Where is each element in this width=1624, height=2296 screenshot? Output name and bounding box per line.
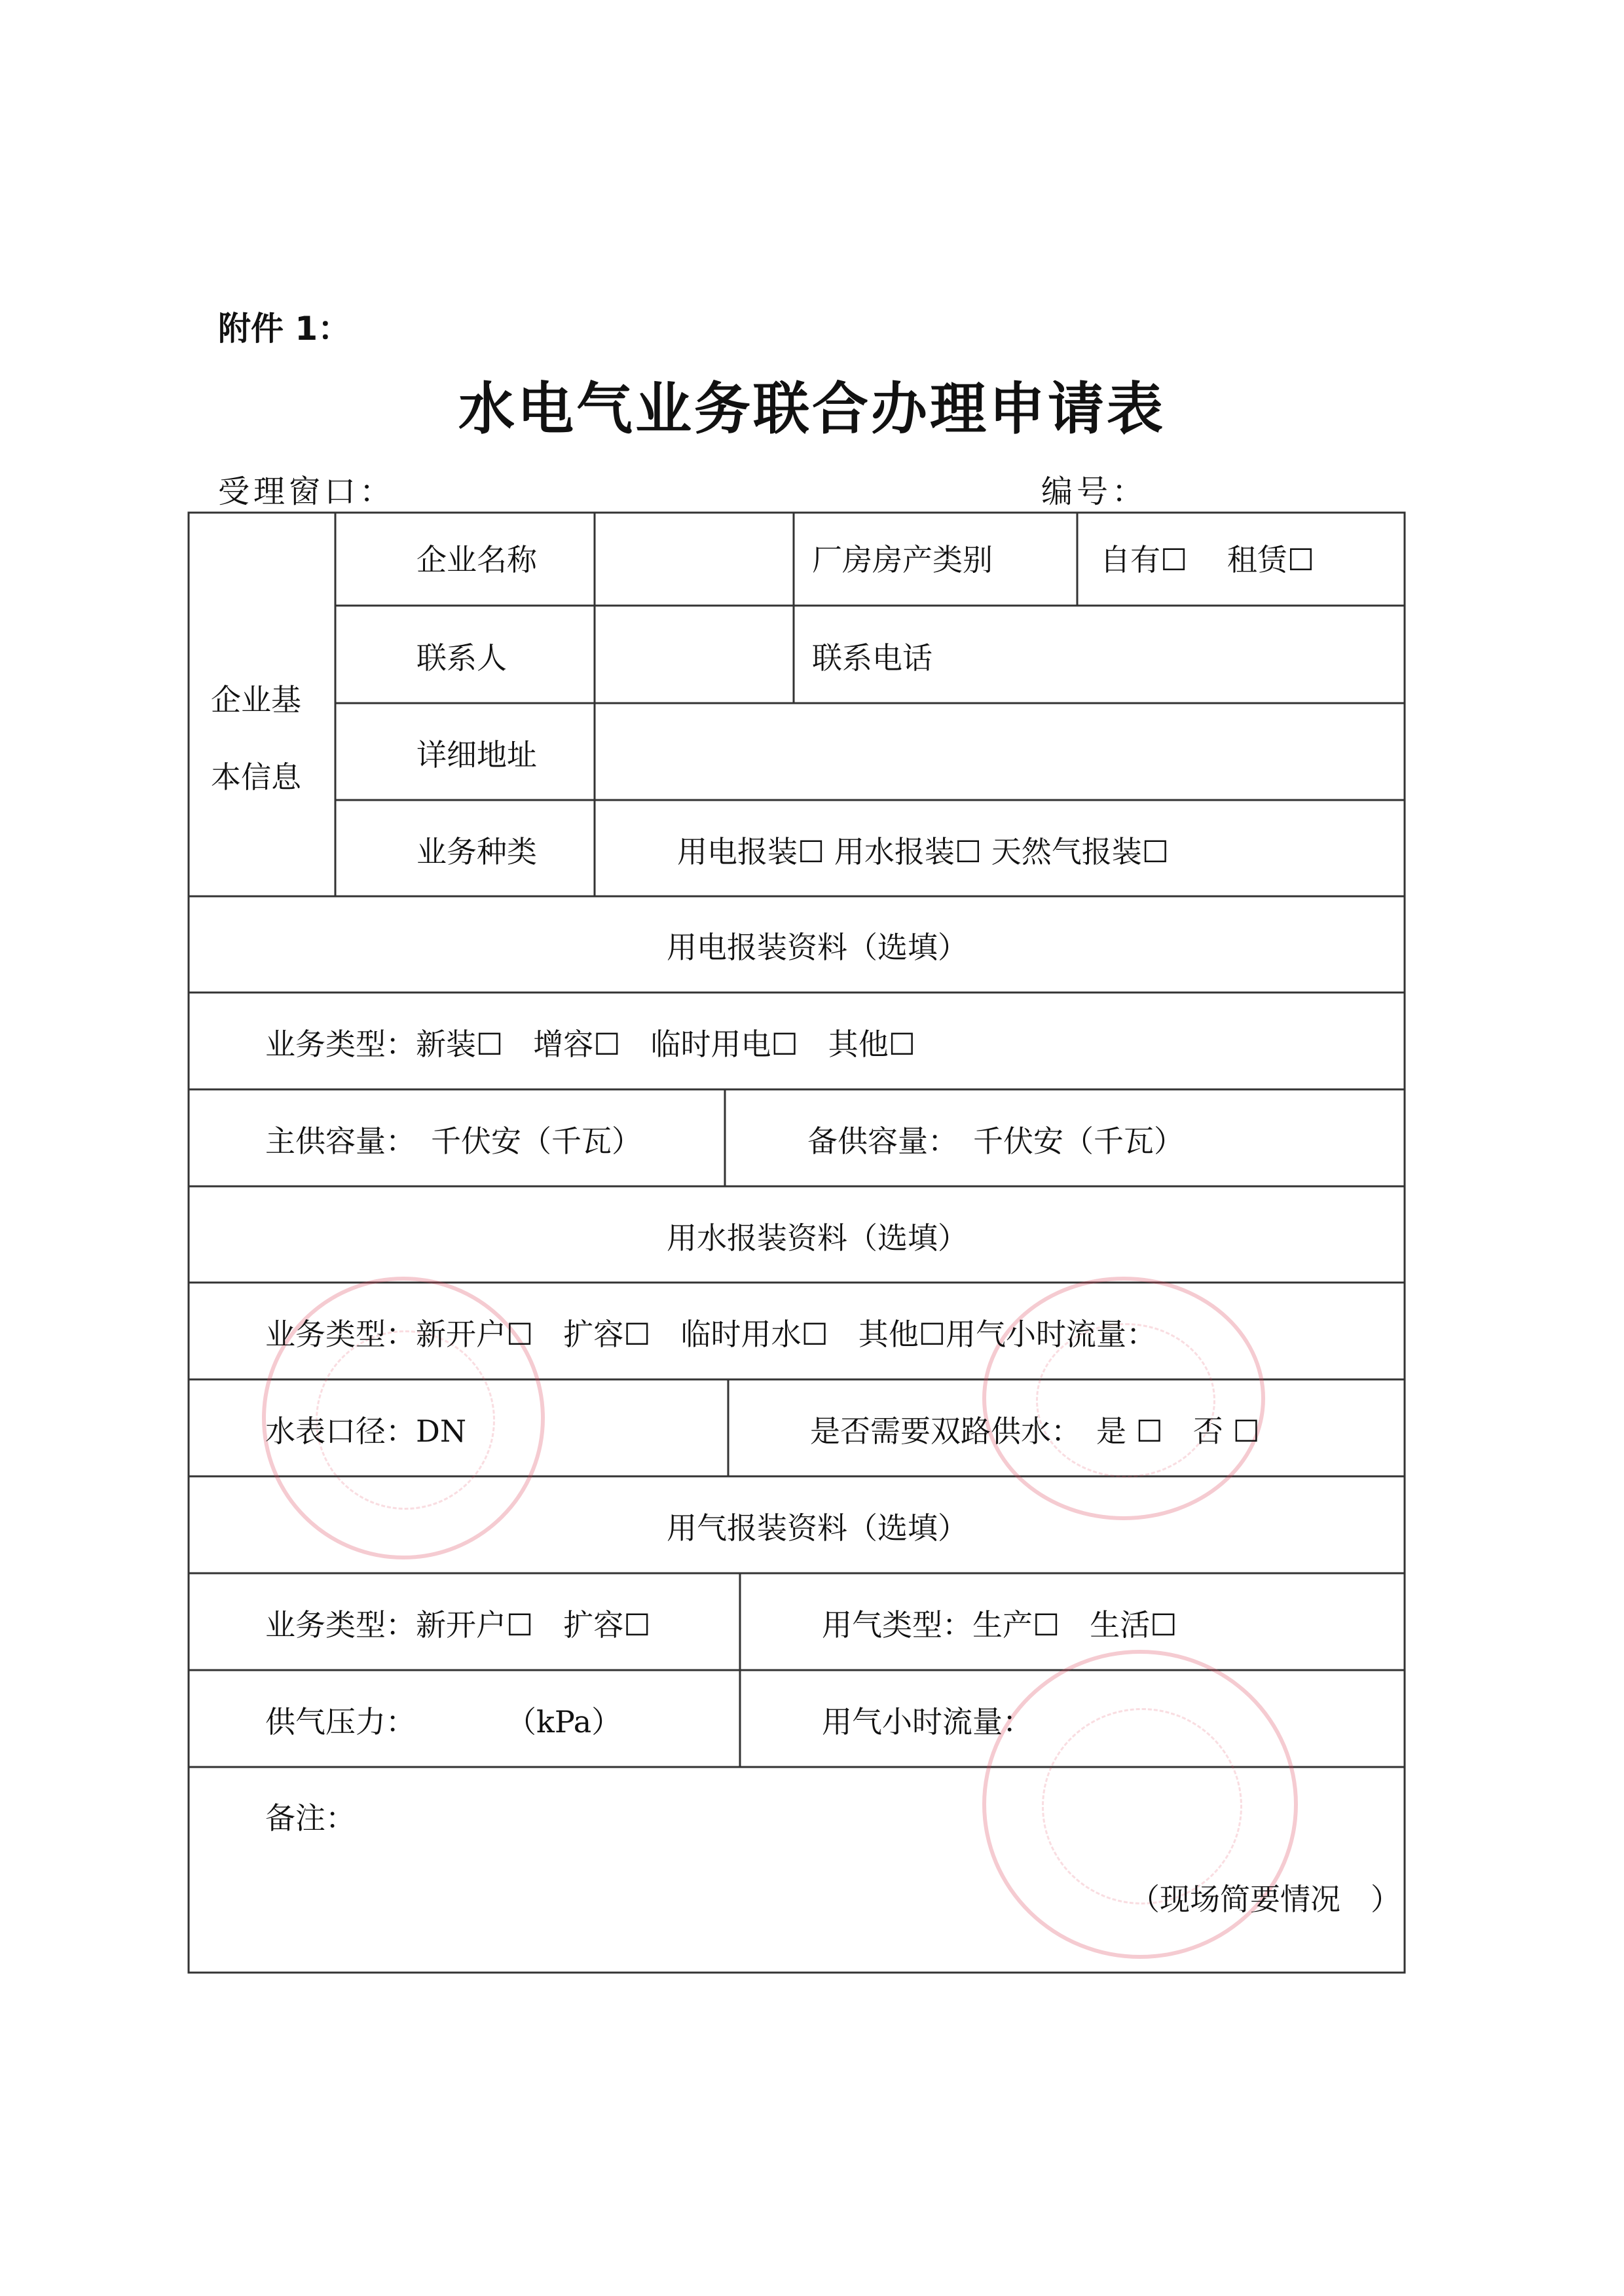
property-type-label: 厂房房产类别 <box>812 542 993 577</box>
contact-phone-label: 联系电话 <box>812 640 932 676</box>
water-business-type[interactable]: 业务类型：新开户☐ 扩容☐ 临时用水☐ 其他☐用气小时流量： <box>265 1317 1156 1352</box>
serial-number-label: 编号： <box>1041 473 1148 510</box>
company-name-input[interactable] <box>597 515 791 603</box>
remarks-label: 备注： <box>265 1800 356 1836</box>
remarks-note: （现场简要情况 ） <box>1130 1882 1401 1917</box>
contact-person-input[interactable] <box>597 608 791 701</box>
dual-water-supply-options[interactable]: 是否需要双路供水： 是 ☐ 否 ☐ <box>810 1413 1260 1449</box>
business-type-options[interactable]: 用电报装☐ 用水报装☐ 天然气报装☐ <box>677 834 1169 869</box>
address-input[interactable] <box>597 706 1401 797</box>
contact-phone-input[interactable] <box>1002 608 1401 701</box>
power-section-title: 用电报装资料（选填） <box>667 930 968 965</box>
power-business-type[interactable]: 业务类型：新装☐ 增容☐ 临时用电☐ 其他☐ <box>265 1027 915 1062</box>
water-section-title: 用水报装资料（选填） <box>667 1220 968 1256</box>
main-capacity-field[interactable]: 主供容量： 千伏安（千瓦） <box>265 1123 642 1159</box>
property-type-options[interactable]: 自有☐ 租赁☐ <box>1100 542 1315 577</box>
business-type-label: 业务种类 <box>416 834 537 869</box>
attachment-label: 附件 1： <box>218 310 351 348</box>
gas-pressure-field[interactable]: 供气压力： （kPa） <box>265 1704 622 1740</box>
backup-capacity-field[interactable]: 备供容量： 千伏安（千瓦） <box>807 1123 1184 1159</box>
water-meter-size-field[interactable]: 水表口径：DN <box>265 1413 467 1449</box>
remarks-input[interactable] <box>191 1770 1402 1970</box>
page-title: 水电气业务联合办理申请表 <box>458 376 1166 442</box>
contact-person-label: 联系人 <box>416 640 507 676</box>
address-label: 详细地址 <box>416 737 537 773</box>
gas-hourly-flow-field[interactable]: 用气小时流量： <box>822 1704 1033 1740</box>
gas-business-type[interactable]: 业务类型：新开户☐ 扩容☐ <box>265 1607 651 1643</box>
gas-usage-type[interactable]: 用气类型：生产☐ 生活☐ <box>822 1607 1177 1643</box>
gas-section-title: 用气报装资料（选填） <box>667 1510 968 1546</box>
company-name-label: 企业名称 <box>416 542 537 577</box>
red-seal-stamp <box>982 1277 1265 1520</box>
acceptance-window-label: 受理窗口： <box>218 473 396 510</box>
section-basic-info: 企业基 本信息 <box>211 682 301 795</box>
